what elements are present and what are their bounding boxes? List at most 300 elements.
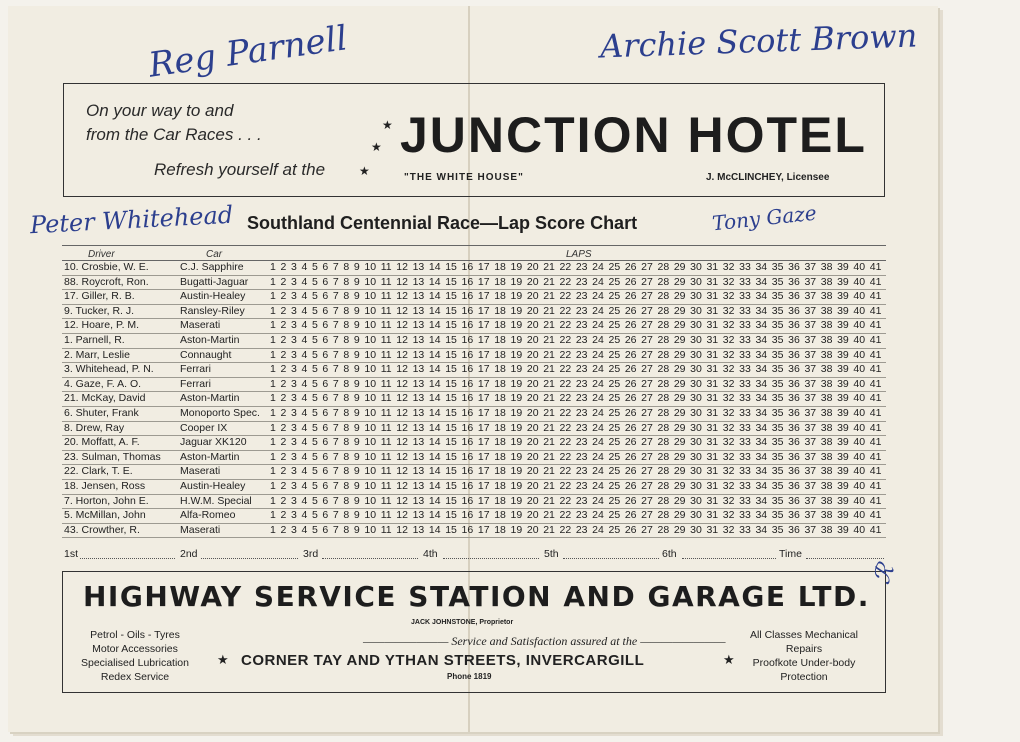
lap-number[interactable]: 18	[494, 406, 506, 419]
lap-number[interactable]: 22	[559, 421, 572, 434]
lap-number[interactable]: 4	[301, 363, 308, 376]
lap-number[interactable]: 23	[575, 275, 588, 288]
lap-number[interactable]: 26	[624, 436, 637, 449]
lap-number[interactable]: 4	[301, 348, 308, 361]
lap-number[interactable]: 31	[706, 377, 719, 390]
lap-number[interactable]: 25	[608, 348, 621, 361]
lap-number[interactable]: 18	[494, 509, 506, 522]
lap-number[interactable]: 10	[364, 436, 377, 449]
lap-number[interactable]: 14	[428, 363, 441, 376]
lap-number[interactable]: 35	[771, 304, 784, 317]
lap-number[interactable]: 21	[543, 275, 555, 288]
lap-number[interactable]: 14	[428, 392, 441, 405]
lap-number[interactable]: 39	[837, 348, 849, 361]
lap-number[interactable]: 38	[820, 261, 833, 273]
lap-number[interactable]: 32	[722, 450, 735, 463]
lap-number[interactable]: 31	[706, 406, 719, 419]
lap-number[interactable]: 5	[311, 436, 318, 449]
lap-number[interactable]: 10	[364, 523, 377, 536]
lap-number[interactable]: 38	[820, 363, 833, 376]
lap-number[interactable]: 11	[380, 363, 392, 376]
lap-number[interactable]: 17	[477, 363, 490, 376]
lap-number[interactable]: 29	[673, 523, 686, 536]
lap-number[interactable]: 23	[575, 363, 588, 376]
lap-number[interactable]: 17	[477, 275, 490, 288]
lap-number[interactable]: 1	[270, 406, 276, 419]
lap-number[interactable]: 16	[461, 275, 474, 288]
lap-number[interactable]: 14	[428, 261, 441, 273]
lap-number[interactable]: 17	[477, 450, 490, 463]
lap-number[interactable]: 36	[788, 421, 800, 434]
lap-number[interactable]: 41	[869, 406, 882, 419]
lap-number[interactable]: 13	[412, 494, 425, 507]
lap-number[interactable]: 1	[270, 275, 276, 288]
lap-number[interactable]: 4	[301, 523, 308, 536]
lap-number[interactable]: 36	[788, 465, 800, 478]
lap-number[interactable]: 38	[820, 319, 833, 332]
lap-number[interactable]: 36	[788, 377, 800, 390]
lap-number[interactable]: 14	[428, 509, 441, 522]
lap-number[interactable]: 24	[592, 450, 604, 463]
lap-number[interactable]: 33	[739, 348, 751, 361]
lap-number[interactable]: 32	[722, 275, 735, 288]
lap-number[interactable]: 26	[624, 479, 637, 492]
lap-number[interactable]: 26	[624, 465, 637, 478]
lap-number[interactable]: 30	[690, 421, 702, 434]
lap-number[interactable]: 13	[412, 421, 425, 434]
lap-number[interactable]: 32	[722, 261, 735, 273]
lap-number[interactable]: 23	[575, 494, 588, 507]
lap-number[interactable]: 23	[575, 406, 588, 419]
lap-number[interactable]: 40	[853, 406, 866, 419]
lap-number[interactable]: 32	[722, 465, 735, 478]
lap-number[interactable]: 26	[624, 275, 637, 288]
lap-number[interactable]: 13	[412, 523, 425, 536]
lap-number[interactable]: 19	[510, 450, 523, 463]
lap-number[interactable]: 25	[608, 436, 621, 449]
lap-number[interactable]: 10	[364, 479, 377, 492]
lap-number[interactable]: 14	[428, 523, 441, 536]
lap-number[interactable]: 11	[380, 290, 392, 303]
lap-number[interactable]: 41	[869, 290, 882, 303]
lap-number[interactable]: 34	[755, 450, 768, 463]
lap-number[interactable]: 41	[869, 363, 882, 376]
lap-number[interactable]: 6	[322, 275, 329, 288]
lap-number[interactable]: 13	[412, 363, 425, 376]
lap-number[interactable]: 37	[804, 275, 817, 288]
lap-number[interactable]: 14	[428, 494, 441, 507]
lap-number[interactable]: 34	[755, 392, 768, 405]
lap-number[interactable]: 1	[270, 290, 276, 303]
lap-number[interactable]: 2	[280, 261, 287, 273]
lap-number[interactable]: 21	[543, 333, 555, 346]
lap-number[interactable]: 36	[788, 494, 800, 507]
lap-number[interactable]: 12	[396, 261, 408, 273]
lap-number[interactable]: 34	[755, 304, 768, 317]
lap-number[interactable]: 13	[412, 450, 425, 463]
lap-number[interactable]: 12	[396, 275, 408, 288]
lap-number[interactable]: 27	[641, 333, 653, 346]
lap-number[interactable]: 30	[690, 319, 702, 332]
lap-number[interactable]: 20	[526, 436, 539, 449]
lap-number[interactable]: 32	[722, 333, 735, 346]
lap-number[interactable]: 3	[290, 450, 297, 463]
lap-number[interactable]: 26	[624, 523, 637, 536]
lap-number[interactable]: 40	[853, 275, 866, 288]
lap-number[interactable]: 7	[332, 363, 339, 376]
lap-number[interactable]: 5	[311, 523, 318, 536]
lap-number[interactable]: 14	[428, 348, 441, 361]
lap-number[interactable]: 22	[559, 479, 572, 492]
lap-number[interactable]: 11	[380, 348, 392, 361]
lap-number[interactable]: 40	[853, 465, 866, 478]
lap-number[interactable]: 8	[343, 450, 350, 463]
lap-number[interactable]: 1	[270, 392, 276, 405]
lap-number[interactable]: 17	[477, 406, 490, 419]
lap-number[interactable]: 27	[641, 436, 653, 449]
lap-number[interactable]: 17	[477, 392, 490, 405]
lap-number[interactable]: 23	[575, 450, 588, 463]
lap-number[interactable]: 23	[575, 348, 588, 361]
lap-number[interactable]: 14	[428, 333, 441, 346]
lap-number[interactable]: 7	[332, 421, 339, 434]
lap-number[interactable]: 4	[301, 406, 308, 419]
lap-number[interactable]: 35	[771, 406, 784, 419]
lap-number[interactable]: 11	[380, 319, 392, 332]
lap-number[interactable]: 16	[461, 479, 474, 492]
lap-number[interactable]: 11	[380, 406, 392, 419]
lap-number[interactable]: 2	[280, 348, 287, 361]
lap-number[interactable]: 20	[526, 261, 539, 273]
lap-number[interactable]: 3	[290, 421, 297, 434]
lap-number[interactable]: 23	[575, 421, 588, 434]
lap-number[interactable]: 10	[364, 290, 377, 303]
lap-number[interactable]: 4	[301, 479, 308, 492]
lap-number[interactable]: 26	[624, 290, 637, 303]
lap-number[interactable]: 40	[853, 479, 866, 492]
lap-number[interactable]: 32	[722, 319, 735, 332]
lap-number[interactable]: 29	[673, 406, 686, 419]
lap-number[interactable]: 34	[755, 436, 768, 449]
lap-number[interactable]: 41	[869, 275, 882, 288]
lap-number[interactable]: 11	[380, 436, 392, 449]
lap-number[interactable]: 23	[575, 290, 588, 303]
lap-number[interactable]: 15	[445, 479, 457, 492]
lap-number[interactable]: 15	[445, 377, 457, 390]
lap-number[interactable]: 27	[641, 290, 653, 303]
lap-number[interactable]: 29	[673, 377, 686, 390]
lap-number[interactable]: 34	[755, 406, 768, 419]
lap-number[interactable]: 25	[608, 494, 621, 507]
lap-number[interactable]: 39	[837, 275, 849, 288]
lap-number[interactable]: 20	[526, 509, 539, 522]
lap-number[interactable]: 38	[820, 333, 833, 346]
lap-number[interactable]: 4	[301, 261, 308, 273]
lap-number[interactable]: 8	[343, 290, 350, 303]
lap-number[interactable]: 35	[771, 494, 784, 507]
lap-number[interactable]: 18	[494, 523, 506, 536]
lap-number[interactable]: 6	[322, 421, 329, 434]
lap-number[interactable]: 23	[575, 304, 588, 317]
lap-number[interactable]: 18	[494, 436, 506, 449]
lap-number[interactable]: 34	[755, 465, 768, 478]
lap-number[interactable]: 21	[543, 465, 555, 478]
lap-number[interactable]: 18	[494, 421, 506, 434]
lap-number[interactable]: 25	[608, 523, 621, 536]
lap-number[interactable]: 17	[477, 377, 490, 390]
lap-number[interactable]: 17	[477, 304, 490, 317]
lap-number[interactable]: 37	[804, 479, 817, 492]
lap-number[interactable]: 39	[837, 421, 849, 434]
lap-number[interactable]: 15	[445, 523, 457, 536]
lap-number[interactable]: 7	[332, 523, 339, 536]
lap-number[interactable]: 26	[624, 363, 637, 376]
lap-number[interactable]: 29	[673, 363, 686, 376]
lap-number[interactable]: 14	[428, 304, 441, 317]
lap-number[interactable]: 18	[494, 261, 506, 273]
lap-number[interactable]: 36	[788, 450, 800, 463]
lap-number[interactable]: 38	[820, 421, 833, 434]
lap-number[interactable]: 40	[853, 290, 866, 303]
lap-number[interactable]: 6	[322, 290, 329, 303]
lap-number[interactable]: 34	[755, 348, 768, 361]
lap-number[interactable]: 6	[322, 450, 329, 463]
lap-number[interactable]: 15	[445, 509, 457, 522]
lap-number[interactable]: 41	[869, 392, 882, 405]
lap-number[interactable]: 30	[690, 436, 702, 449]
lap-number[interactable]: 22	[559, 436, 572, 449]
lap-number[interactable]: 21	[543, 450, 555, 463]
lap-number[interactable]: 37	[804, 304, 817, 317]
lap-number[interactable]: 24	[592, 319, 604, 332]
lap-number[interactable]: 6	[322, 436, 329, 449]
lap-number[interactable]: 14	[428, 465, 441, 478]
lap-number[interactable]: 6	[322, 523, 329, 536]
lap-number[interactable]: 39	[837, 509, 849, 522]
lap-number[interactable]: 39	[837, 304, 849, 317]
lap-number[interactable]: 28	[657, 392, 670, 405]
lap-number[interactable]: 11	[380, 523, 392, 536]
lap-number[interactable]: 8	[343, 348, 350, 361]
lap-number[interactable]: 22	[559, 406, 572, 419]
lap-number[interactable]: 1	[270, 523, 276, 536]
lap-number[interactable]: 15	[445, 275, 457, 288]
lap-number[interactable]: 10	[364, 363, 377, 376]
lap-number[interactable]: 37	[804, 465, 817, 478]
lap-number[interactable]: 19	[510, 319, 523, 332]
lap-number[interactable]: 13	[412, 333, 425, 346]
lap-number[interactable]: 33	[739, 479, 751, 492]
lap-number[interactable]: 7	[332, 436, 339, 449]
lap-number[interactable]: 19	[510, 509, 523, 522]
lap-number[interactable]: 36	[788, 333, 800, 346]
lap-number[interactable]: 34	[755, 290, 768, 303]
lap-number[interactable]: 29	[673, 465, 686, 478]
lap-number[interactable]: 37	[804, 290, 817, 303]
lap-number[interactable]: 20	[526, 319, 539, 332]
lap-number[interactable]: 22	[559, 333, 572, 346]
lap-number[interactable]: 31	[706, 523, 719, 536]
lap-number[interactable]: 34	[755, 509, 768, 522]
lap-number[interactable]: 17	[477, 261, 490, 273]
lap-number[interactable]: 41	[869, 261, 882, 273]
lap-number[interactable]: 24	[592, 421, 604, 434]
lap-number[interactable]: 35	[771, 348, 784, 361]
lap-number[interactable]: 41	[869, 450, 882, 463]
lap-number[interactable]: 19	[510, 261, 523, 273]
lap-number[interactable]: 11	[380, 275, 392, 288]
lap-number[interactable]: 25	[608, 363, 621, 376]
lap-number[interactable]: 6	[322, 509, 329, 522]
lap-number[interactable]: 33	[739, 275, 751, 288]
lap-number[interactable]: 5	[311, 392, 318, 405]
lap-number[interactable]: 13	[412, 436, 425, 449]
lap-number[interactable]: 32	[722, 348, 735, 361]
lap-number[interactable]: 30	[690, 304, 702, 317]
lap-number[interactable]: 39	[837, 479, 849, 492]
lap-number[interactable]: 10	[364, 494, 377, 507]
lap-number[interactable]: 40	[853, 304, 866, 317]
lap-number[interactable]: 3	[290, 275, 297, 288]
lap-number[interactable]: 35	[771, 392, 784, 405]
lap-number[interactable]: 4	[301, 465, 308, 478]
lap-number[interactable]: 29	[673, 494, 686, 507]
lap-number[interactable]: 13	[412, 377, 425, 390]
lap-number[interactable]: 2	[280, 333, 287, 346]
lap-number[interactable]: 15	[445, 421, 457, 434]
lap-number[interactable]: 17	[477, 319, 490, 332]
lap-number[interactable]: 1	[270, 363, 276, 376]
lap-number[interactable]: 16	[461, 450, 474, 463]
lap-number[interactable]: 29	[673, 392, 686, 405]
lap-number[interactable]: 13	[412, 319, 425, 332]
lap-number[interactable]: 9	[353, 392, 360, 405]
lap-number[interactable]: 32	[722, 377, 735, 390]
lap-number[interactable]: 40	[853, 261, 866, 273]
lap-number[interactable]: 22	[559, 319, 572, 332]
lap-number[interactable]: 12	[396, 290, 408, 303]
lap-number[interactable]: 34	[755, 275, 768, 288]
lap-number[interactable]: 28	[657, 290, 670, 303]
lap-number[interactable]: 8	[343, 333, 350, 346]
lap-number[interactable]: 1	[270, 494, 276, 507]
lap-number[interactable]: 24	[592, 348, 604, 361]
lap-number[interactable]: 32	[722, 392, 735, 405]
lap-number[interactable]: 20	[526, 304, 539, 317]
lap-number[interactable]: 19	[510, 436, 523, 449]
lap-number[interactable]: 5	[311, 450, 318, 463]
lap-number[interactable]: 40	[853, 523, 866, 536]
lap-number[interactable]: 33	[739, 377, 751, 390]
lap-number[interactable]: 35	[771, 421, 784, 434]
lap-number[interactable]: 23	[575, 392, 588, 405]
lap-number[interactable]: 15	[445, 494, 457, 507]
lap-number[interactable]: 19	[510, 479, 523, 492]
lap-number[interactable]: 27	[641, 523, 653, 536]
lap-number[interactable]: 11	[380, 509, 392, 522]
lap-number[interactable]: 29	[673, 319, 686, 332]
lap-number[interactable]: 31	[706, 304, 719, 317]
lap-number[interactable]: 30	[690, 509, 702, 522]
lap-number[interactable]: 23	[575, 465, 588, 478]
lap-number[interactable]: 39	[837, 333, 849, 346]
lap-number[interactable]: 32	[722, 406, 735, 419]
lap-number[interactable]: 34	[755, 319, 768, 332]
lap-number[interactable]: 12	[396, 406, 408, 419]
lap-number[interactable]: 36	[788, 523, 800, 536]
lap-number[interactable]: 28	[657, 333, 670, 346]
lap-number[interactable]: 40	[853, 392, 866, 405]
lap-number[interactable]: 20	[526, 290, 539, 303]
lap-number[interactable]: 38	[820, 479, 833, 492]
position-6th-field[interactable]	[682, 558, 776, 559]
lap-number[interactable]: 5	[311, 465, 318, 478]
lap-number[interactable]: 25	[608, 333, 621, 346]
lap-number[interactable]: 30	[690, 377, 702, 390]
lap-number[interactable]: 20	[526, 377, 539, 390]
lap-number[interactable]: 8	[343, 494, 350, 507]
lap-number[interactable]: 30	[690, 261, 702, 273]
lap-number[interactable]: 13	[412, 261, 425, 273]
lap-number[interactable]: 40	[853, 509, 866, 522]
lap-number[interactable]: 14	[428, 450, 441, 463]
lap-number[interactable]: 16	[461, 465, 474, 478]
lap-number[interactable]: 39	[837, 290, 849, 303]
lap-number[interactable]: 4	[301, 509, 308, 522]
lap-number[interactable]: 17	[477, 290, 490, 303]
lap-number[interactable]: 21	[543, 421, 555, 434]
lap-number[interactable]: 5	[311, 363, 318, 376]
lap-number[interactable]: 40	[853, 363, 866, 376]
position-5th-field[interactable]	[563, 558, 659, 559]
lap-number[interactable]: 19	[510, 377, 523, 390]
lap-number[interactable]: 3	[290, 319, 297, 332]
lap-number[interactable]: 2	[280, 450, 287, 463]
lap-number[interactable]: 41	[869, 494, 882, 507]
lap-number[interactable]: 36	[788, 348, 800, 361]
lap-number[interactable]: 41	[869, 421, 882, 434]
lap-number[interactable]: 12	[396, 348, 408, 361]
lap-number[interactable]: 18	[494, 392, 506, 405]
lap-number[interactable]: 16	[461, 494, 474, 507]
lap-number[interactable]: 5	[311, 275, 318, 288]
lap-number[interactable]: 36	[788, 261, 800, 273]
lap-number[interactable]: 20	[526, 421, 539, 434]
lap-number[interactable]: 24	[592, 479, 604, 492]
lap-number[interactable]: 29	[673, 304, 686, 317]
lap-number[interactable]: 3	[290, 436, 297, 449]
lap-number[interactable]: 3	[290, 290, 297, 303]
lap-number[interactable]: 1	[270, 436, 276, 449]
lap-number[interactable]: 37	[804, 261, 817, 273]
lap-number[interactable]: 15	[445, 304, 457, 317]
lap-number[interactable]: 21	[543, 436, 555, 449]
lap-number[interactable]: 2	[280, 465, 287, 478]
lap-number[interactable]: 33	[739, 406, 751, 419]
lap-number[interactable]: 33	[739, 290, 751, 303]
lap-number[interactable]: 10	[364, 406, 377, 419]
position-3rd-field[interactable]	[322, 558, 418, 559]
lap-number[interactable]: 30	[690, 348, 702, 361]
lap-number[interactable]: 3	[290, 363, 297, 376]
lap-number[interactable]: 19	[510, 465, 523, 478]
lap-number[interactable]: 9	[353, 348, 360, 361]
lap-number[interactable]: 33	[739, 392, 751, 405]
lap-number[interactable]: 32	[722, 479, 735, 492]
lap-number[interactable]: 40	[853, 436, 866, 449]
lap-number[interactable]: 20	[526, 348, 539, 361]
lap-number[interactable]: 1	[270, 421, 276, 434]
